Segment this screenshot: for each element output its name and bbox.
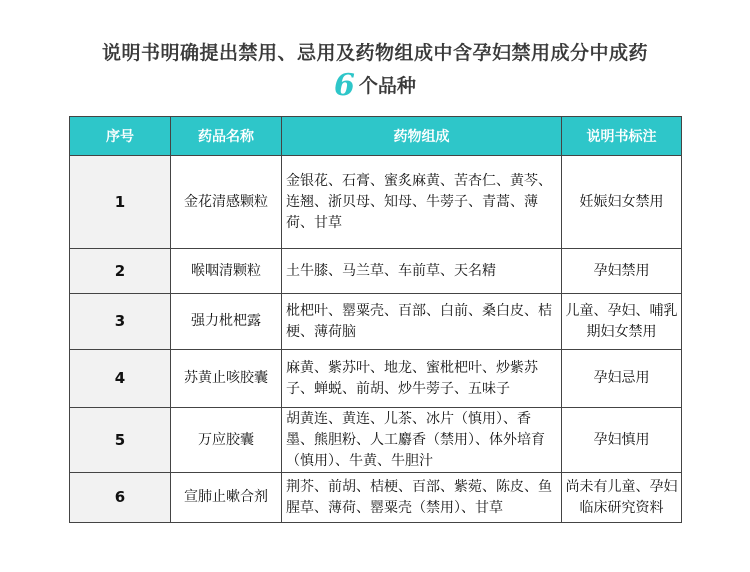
header-seq: 序号 [70, 117, 171, 156]
row-seq: 1 [70, 156, 171, 249]
row-note: 尚未有儿童、孕妇临床研究资料 [562, 473, 682, 523]
row-composition: 土牛膝、马兰草、车前草、天名精 [282, 249, 562, 294]
header-name: 药品名称 [171, 117, 282, 156]
row-seq: 5 [70, 408, 171, 473]
row-seq: 3 [70, 294, 171, 350]
table-row [70, 408, 682, 473]
row-name: 宣肺止嗽合剂 [171, 473, 282, 523]
table-row [70, 294, 682, 350]
row-name: 苏黄止咳胶囊 [171, 350, 282, 408]
row-note: 妊娠妇女禁用 [562, 156, 682, 249]
row-seq: 4 [70, 350, 171, 408]
row-composition: 麻黄、紫苏叶、地龙、蜜枇杷叶、炒紫苏子、蝉蜕、前胡、炒牛蒡子、五味子 [282, 350, 562, 408]
page-subtitle [0, 68, 750, 103]
table-row [70, 350, 682, 408]
table-row [70, 156, 682, 249]
table-header-row [70, 117, 682, 156]
row-name: 万应胶囊 [171, 408, 282, 473]
header-composition: 药物组成 [282, 117, 562, 156]
medicine-table [69, 116, 682, 523]
row-composition: 胡黄连、黄连、儿茶、冰片（慎用）、香墨、熊胆粉、人工麝香（禁用）、体外培育（慎用）、牛黄、牛胆汁 [282, 408, 562, 473]
variety-count: 6 [334, 68, 355, 103]
row-note: 孕妇禁用 [562, 249, 682, 294]
subtitle-text: 个品种 [358, 75, 416, 97]
table-row [70, 473, 682, 523]
header-note: 说明书标注 [562, 117, 682, 156]
table-row [70, 249, 682, 294]
row-note: 儿童、孕妇、哺乳期妇女禁用 [562, 294, 682, 350]
row-name: 金花清感颗粒 [171, 156, 282, 249]
row-name: 喉咽清颗粒 [171, 249, 282, 294]
row-seq: 6 [70, 473, 171, 523]
row-seq: 2 [70, 249, 171, 294]
row-composition: 荆芥、前胡、桔梗、百部、紫菀、陈皮、鱼腥草、薄荷、罂粟壳（禁用）、甘草 [282, 473, 562, 523]
row-composition: 金银花、石膏、蜜炙麻黄、苦杏仁、黄芩、连翘、浙贝母、知母、牛蒡子、青蒿、薄荷、甘草 [282, 156, 562, 249]
page-title: 说明书明确提出禁用、忌用及药物组成中含孕妇禁用成分中成药 [101, 42, 648, 64]
row-composition: 枇杷叶、罂粟壳、百部、白前、桑白皮、桔梗、薄荷脑 [282, 294, 562, 350]
row-note: 孕妇慎用 [562, 408, 682, 473]
row-name: 强力枇杷露 [171, 294, 282, 350]
row-note: 孕妇忌用 [562, 350, 682, 408]
